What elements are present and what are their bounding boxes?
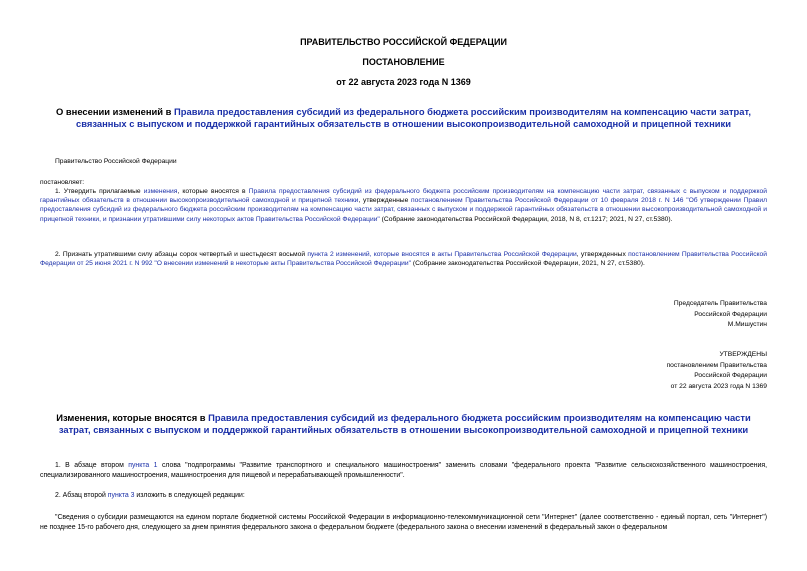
change-2-text-b: изложить в следующей редакции: <box>134 492 245 499</box>
item-2-text-c: (Собрание законодательства Российской Федерации, 2021, N 27, ст.5380). <box>411 260 645 268</box>
title-prefix: О внесении изменений в <box>56 106 175 117</box>
item-2 <box>40 250 767 268</box>
doc-type: ПОСТАНОВЛЕНИЕ <box>362 57 445 67</box>
item-2-text-b: , утвержденных <box>576 251 629 258</box>
changes-title-rules-link[interactable]: Правила предоставления субсидий из федерального бюджета российским производителям на компенсацию части затрат, связанных с выпуском и поддержкой гарантийных обязательств в отношении высокопроизводительной самоходной и прицепной техники <box>58 412 751 435</box>
change-1 <box>40 461 767 482</box>
point-1-link[interactable]: пункта 1 <box>128 462 158 469</box>
approved-org: Российской Федерации <box>694 372 767 380</box>
doc-date-number: от 22 августа 2023 года N 1369 <box>336 77 471 87</box>
item-2-text-a: 2. Признать утратившими силу абзацы сорок четвертый и шестьдесят восьмой <box>55 251 308 258</box>
government-header: ПРАВИТЕЛЬСТВО РОССИЙСКОЙ ФЕДЕРАЦИИ <box>300 37 507 47</box>
resolution-146-link[interactable]: постановлением Правительства Российской Федерации от 10 февраля 2018 г. N 146 "Об утверждении Правил предоставления субсидий из федерального бюджета российским производителям на компенсацию части затрат, связанных с выпуском и поддержкой гарантийных обязательств в отношении высокопроизводительной самоходной и прицепной техники, и признании утратившими силу некоторых актов Правительства Российской Федерации" <box>40 197 767 223</box>
intro-text: Правительство Российской Федерации <box>55 158 177 165</box>
resolves-text: постановляет: <box>40 179 85 186</box>
signature-position: Председатель Правительства <box>673 300 767 307</box>
document-title <box>40 106 767 130</box>
approved-label: УТВЕРЖДЕНЫ <box>719 351 767 358</box>
changes-title-prefix: Изменения, которые вносятся в <box>56 412 209 423</box>
approved-date: от 22 августа 2023 года N 1369 <box>670 382 767 390</box>
approved-block <box>560 350 767 392</box>
signature-name: М.Мишустин <box>727 321 767 329</box>
quote-paragraph: "Сведения о субсидии размещаются на едином портале бюджетной системы Российской Федерации в информационно-телекоммуникационной сети "Интернет" (далее соответственно - единый портал, сеть "Интернет") не позднее 15-го рабочего дня, следующего за днем принятия федерального закона о федеральном бюджете (федерального закона о внесении изменений в федеральный закон о федеральном <box>40 514 767 532</box>
resolution-992-link[interactable]: постановлением Правительства Российской Федерации от 25 июня 2021 г. N 992 "О внесении изменений в некоторые акты Правительства Российской Федерации" <box>40 251 768 268</box>
item-1-text-d: (Собрание законодательства Российской Федерации, 2018, N 8, ст.1217; 2021, N 27, ст.5380). <box>379 215 673 223</box>
rules-link[interactable]: Правила предоставления субсидий из федерального бюджета российским производителям на компенсацию части затрат, связанных с выпуском и поддержкой гарантийных обязательств в отношении высокопроизводительной самоходной и прицепной техники <box>40 188 767 205</box>
change-1-text-a: 1. В абзаце втором <box>55 462 129 469</box>
point-2-changes-link[interactable]: пункта 2 изменений, которые вносятся в акты Правительства Российской Федерации <box>307 251 577 258</box>
title-rules-link[interactable]: Правила предоставления субсидий из федерального бюджета российским производителям на компенсацию части затрат, связанных с выпуском и поддержкой гарантийных обязательств в отношении высокопроизводительной самоходной и прицепной техники <box>76 106 751 129</box>
item-1-text-b: , которые вносятся в <box>177 188 249 195</box>
item-1-text-c: , утвержденные <box>358 197 411 205</box>
change-1-text-b: слова "подпрограммы "Развитие транспортного и специального машиностроения" заменить словами "федерального проекта "Развитие сельскохозяйственного машиностроения, специализированного машиностроения, машиностроения для пищевой и перерабатывающей промышленности". <box>40 462 768 480</box>
item-1-text-a: 1. Утвердить прилагаемые <box>55 188 144 195</box>
change-2-text-a: 2. Абзац второй <box>55 492 108 499</box>
item-1 <box>40 187 767 224</box>
changes-title <box>40 412 767 436</box>
signature-org: Российской Федерации <box>694 310 767 318</box>
approved-by: постановлением Правительства <box>666 361 767 369</box>
change-2 <box>40 491 767 501</box>
signature-block <box>560 299 767 331</box>
point-3-link[interactable]: пункта 3 <box>107 492 135 499</box>
changes-link[interactable]: изменения <box>143 188 178 195</box>
